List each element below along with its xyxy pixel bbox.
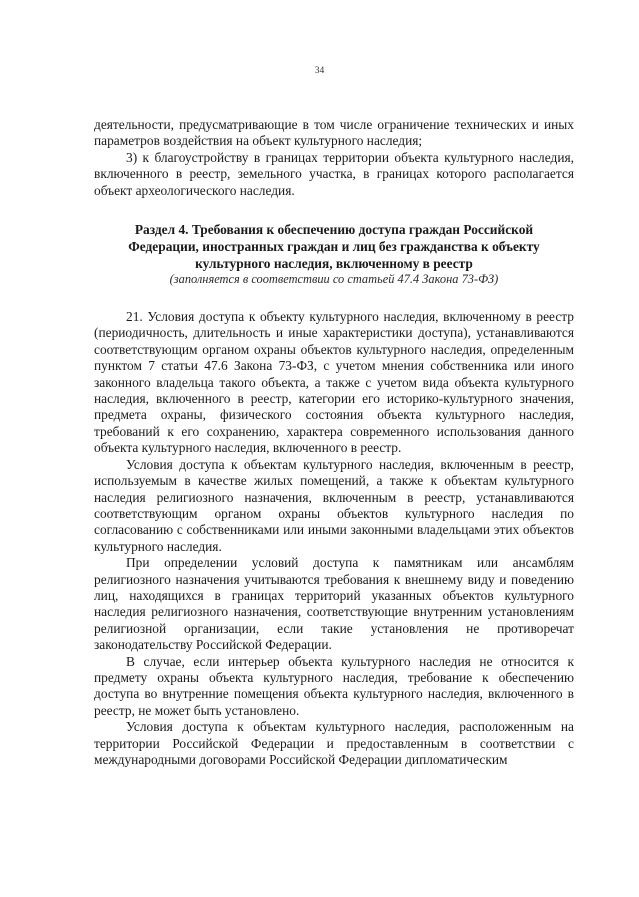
- page-number: 34: [314, 66, 325, 76]
- section-note: (заполняется в соответствии со статьей 47.4 Закона 73-ФЗ): [169, 272, 499, 287]
- paragraph-21: 21. Условия доступа к объекту культурного наследия, включенному в реестр (периодичность, длительность и иные характеристики доступа), устанавливаются соответствующим органом охраны объектов культурного наследия, определенным пунктом 7 статьи 47.6 Закона 73-ФЗ, с учетом мнения собственника или иного законного владельца такого объекта, а также с учетом вида объекта культурного наследия, включенного в реестр, категории его историко-культурного значения, предмета охраны, физического состояния объекта культурного наследия, требований к его сохранению, характера современного использования данного объекта культурного наследия, включенного в реестр.: [94, 309, 574, 456]
- section-heading: [94, 221, 574, 287]
- paragraph-diplomatic: Условия доступа к объектам культурного наследия, расположенным на территории Российской Федерации и предоставленным в соответствии с международными договорами Российской Федерации дипломатическим: [94, 719, 574, 767]
- paragraph-religious-monuments: При определении условий доступа к памятникам или ансамблям религиозного назначения учитываются требования к внешнему виду и поведению лиц, находящихся в границах территорий указанных объектов культурного наследия религиозного назначения, соответствующие внутренним установлениям религиозной организации, если такие установления не противоречат законодательству Российской Федерации.: [94, 555, 574, 653]
- paragraph-interior: В случае, если интерьер объекта культурного наследия не относится к предмету охраны объекта культурного наследия, требование к обеспечению доступа во внутренние помещения объекта культурного наследия, включенного в реестр, не может быть установлено.: [94, 653, 574, 718]
- document-body: [94, 117, 574, 768]
- section-title: Раздел 4. Требования к обеспечению доступа граждан Российской Федерации, иностранных граждан и лиц без гражданства к объекту культурного наследия, включенному в реестр: [128, 222, 540, 272]
- paragraph-item-3: 3) к благоустройству в границах территории объекта культурного наследия, включенного в реестр, земельного участка, в границах которого располагается объект археологического наследия.: [94, 149, 574, 198]
- paragraph-continuation: деятельности, предусматривающие в том числе ограничение технических и иных параметров воздействия на объект культурного наследия;: [94, 117, 574, 149]
- paragraph-access-residential: Условия доступа к объектам культурного наследия, включенным в реестр, используемым в качестве жилых помещений, а также к объектам культурного наследия религиозного назначения, включенным в реестр, устанавливаются соответствующим органом охраны объектов культурного наследия по согласованию с собственниками или иными законными владельцами этих объектов культурного наследия.: [94, 456, 574, 554]
